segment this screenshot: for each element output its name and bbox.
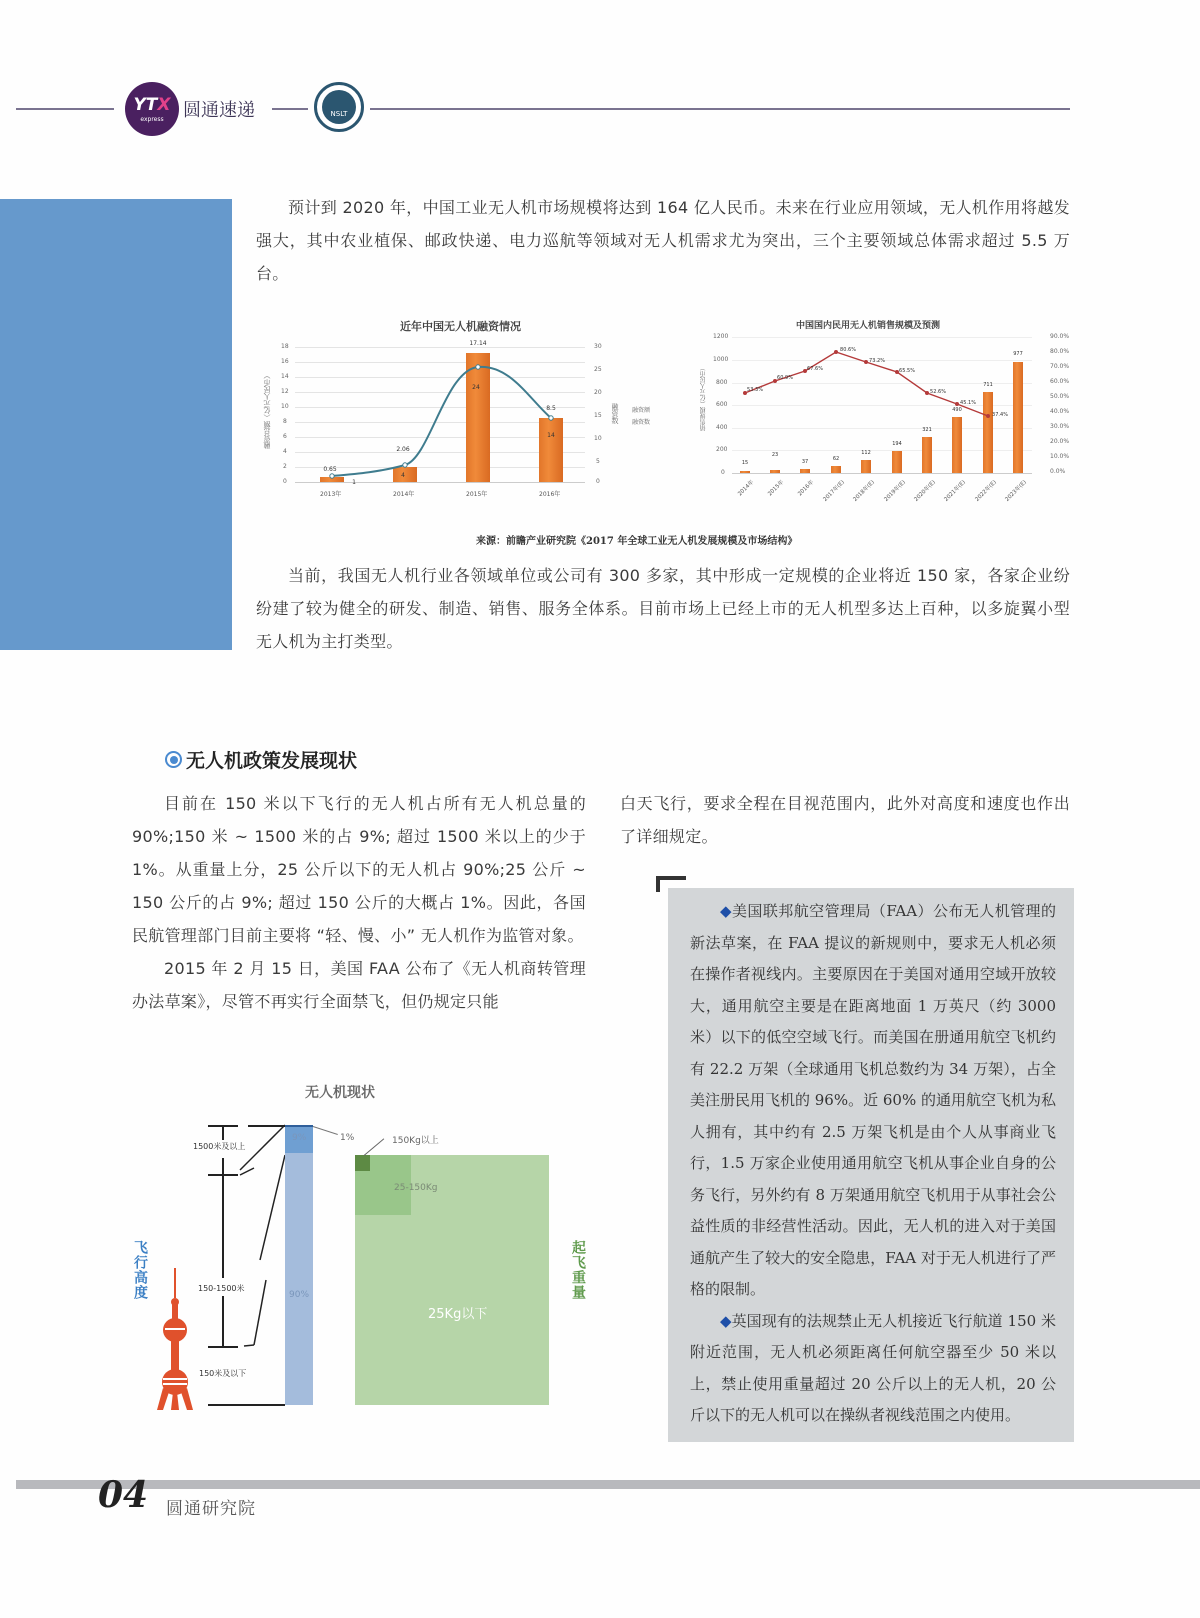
alt-label-low: 150米及以下	[199, 1369, 247, 1378]
altitude-bar	[285, 1125, 313, 1405]
policy-paragraph-continued: 白天飞行，要求全程在目视范围内，此外对高度和速度也作出了详细规定。	[620, 794, 1070, 846]
institute-seal-logo: NSLT	[314, 82, 364, 132]
footer-bar	[16, 1480, 1200, 1489]
weight-150kg-above	[355, 1155, 370, 1171]
chart2-ylabel: 销售规模（亿元人民币）	[700, 365, 707, 431]
chart1-y2label: 融资数	[611, 403, 619, 424]
bullet-circle-icon	[165, 751, 182, 768]
chart1-line	[295, 340, 585, 490]
header-rule-mid	[272, 108, 308, 110]
regulation-callout-box: ◆美国联邦航空管理局（FAA）公布无人机管理的新法草案，在 FAA 提议的新规则中，要求无人机必须在操作者视线内。主要原因在于美国对通用空域开放较大，通用航空主要是在距离地面 1 万英尺（约 3000 米）以下的低空空域飞行。而美国在册通用航空飞机约有 22.2 万架（全球通用飞机总数约为 34 万架），占全美注册民用飞机的 96%。近 60% 的通用航空飞机为私人拥有，其中约有 2.5 万架飞机是由个人从事商业飞行，1.5 万家企业使用通用航空飞机从事企业自身的公务飞行，另外约有 8 万架通用航空飞机用于从事社会公益性质的非经营性活动。因此，无人机的进入对于美国通航产生了较大的安全隐患，FAA 对于无人机进行了严格的限制。 ◆英国现有的法规禁止无人机接近飞行航道 150 米附近范围，无人机必须距离任何航空器至少 50 米以上，禁止使用重量超过 20 公斤以上的无人机，20 公斤以下的无人机可以在操纵者视线范围之内使用。	[668, 888, 1074, 1442]
intro-paragraph: 预计到 2020 年，中国工业无人机市场规模将达到 164 亿人民币。未来在行业应用领域，无人机作用将越发强大，其中农业植保、邮政快递、电力巡航等领域对无人机需求尤为突出，三个主要领域总体需求超过 5.5 万台。	[256, 198, 1070, 283]
alt-label-mid: 150-1500米	[198, 1284, 245, 1293]
chart2-growth-line	[732, 330, 1032, 480]
chart1-ylabel: 融资总额（亿元人民币）	[263, 372, 271, 449]
header-rule-left	[16, 108, 114, 110]
weight-axis-label: 起飞重量	[570, 1240, 586, 1300]
header-rule-right	[370, 108, 1070, 110]
tv-tower-icon	[155, 1268, 195, 1410]
page-number: 04	[98, 1474, 149, 1516]
industry-paragraph: 当前，我国无人机行业各领域单位或公司有 300 多家，其中形成一定规模的企业将近 150 家，各家企业纷纷建了较为健全的研发、制造、销售、服务全体系。目前市场上已经上市的无人机型多达上百种，以多旋翼小型无人机为主打类型。	[256, 566, 1070, 651]
decorative-blue-block	[0, 199, 232, 650]
policy-paragraphs: 目前在 150 米以下飞行的无人机占所有无人机总量的 90%;150 米 ~ 1500 米的占 9%; 超过 1500 米以上的少于 1%。从重量上分，25 公斤以下的无人机占 90%;25 公斤 ~ 150 公斤的占 9%; 超过 150 公斤的大概占 1%。因此，各国民航管理部门目前主要将 “轻、慢、小” 无人机作为监管对象。 2015 年 2 月 15 日，美国 FAA 公布了《无人机商转管理办法草案》，尽管不再实行全面禁飞，但仍规定只能	[132, 794, 586, 1011]
chart2-title: 中国国内民用无人机销售规模及预测	[796, 321, 941, 331]
diamond-bullet-icon: ◆	[720, 902, 732, 920]
footer-title: 圆通研究院	[166, 1499, 256, 1519]
diagram-title: 无人机现状	[305, 1085, 375, 1101]
chart-source-caption: 来源：前瞻产业研究院《2017 年全球工业无人机发展规模及市场结构》	[476, 536, 798, 547]
section-heading: 无人机政策发展现状	[165, 746, 357, 773]
alt-label-high: 1500米及以上	[193, 1142, 246, 1151]
altitude-axis-label: 飞行高度	[132, 1240, 148, 1300]
brand-name: 圆通速递	[183, 100, 255, 121]
chart1-title: 近年中国无人机融资情况	[400, 320, 521, 333]
yto-logo: YTX express	[125, 82, 179, 136]
diamond-bullet-icon: ◆	[720, 1311, 732, 1330]
